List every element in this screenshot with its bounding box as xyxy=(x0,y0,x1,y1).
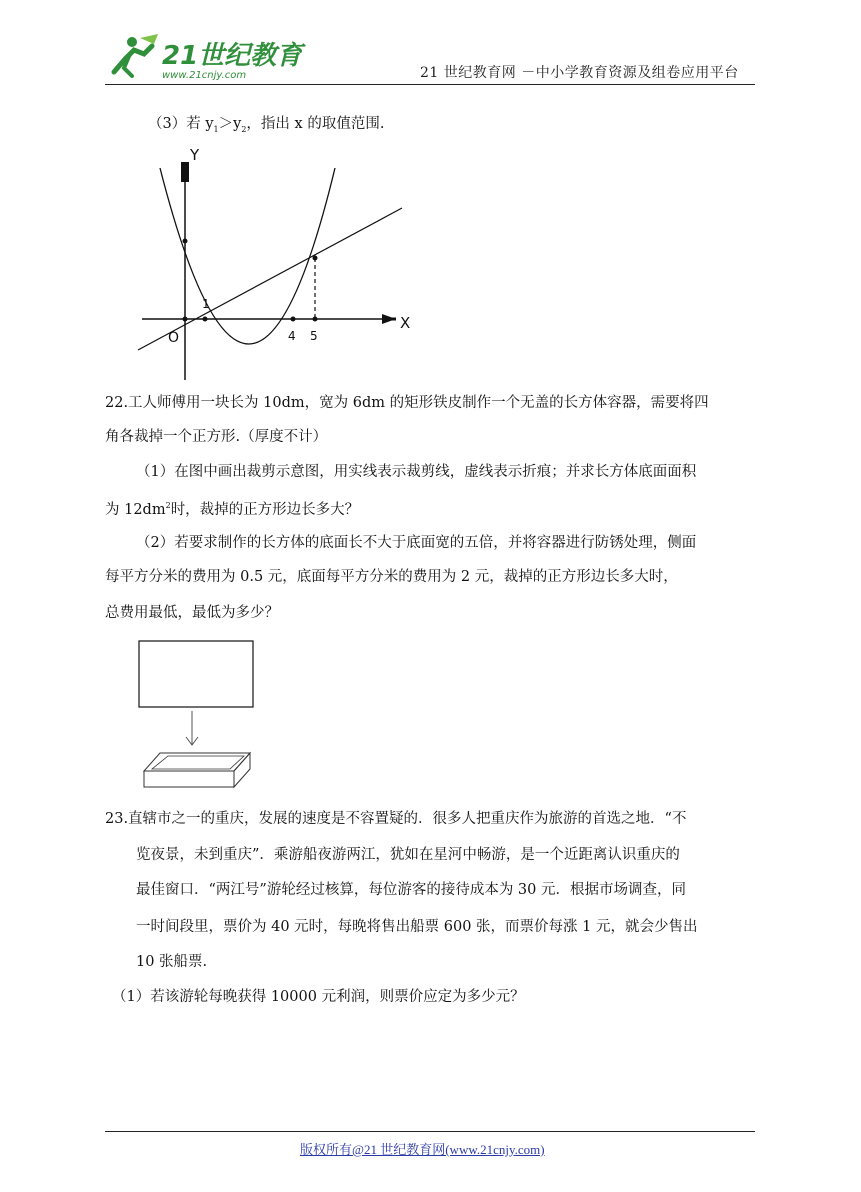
q22-line2: 角各裁掉一个正方形.（厚度不计） xyxy=(105,429,328,445)
metal-sheet-rectangle xyxy=(139,641,253,707)
y-axis-label: Y xyxy=(190,146,200,164)
q21-part3: （3）若 $y_1>y_2$，指出 x 的取值范围. xyxy=(148,116,385,134)
q22-line7: 总费用最低，最低为多少？ xyxy=(105,605,279,621)
intersection-point xyxy=(313,256,318,261)
point-5 xyxy=(313,317,318,322)
footer-divider xyxy=(105,1131,755,1132)
q23-line4: 一时间段里，票价为 40 元时，每晚将售出船票 600 张，而票价每涨 1 元，就会少售出 xyxy=(136,919,698,935)
site-logo xyxy=(100,28,303,84)
function-graph xyxy=(130,140,430,385)
q23-line6: （1）若该游轮每晚获得 10000 元利润，则票价应定为多少元？ xyxy=(112,989,525,1005)
q23-line3: 最佳窗口．“两江号”游轮经过核算，每位游客的接待成本为 30 元．根据市场调查，同 xyxy=(136,882,686,898)
logo-url: www.21cnjy.com xyxy=(162,70,247,81)
point-1 xyxy=(203,317,208,322)
origin-label: O xyxy=(168,330,180,346)
y-axis-arrow xyxy=(181,162,189,182)
tick-label-5: 5 xyxy=(310,329,318,343)
sheet-to-box-diagram xyxy=(132,635,262,795)
q22-line4: 为 $12dm^2$时，裁掉的正方形边长多大？ xyxy=(105,501,360,518)
y-intercept-point xyxy=(183,239,188,244)
logo-text: 21世纪教育 xyxy=(162,41,303,71)
origin-point xyxy=(183,317,188,322)
tick-label-4: 4 xyxy=(288,329,296,343)
tick-label-1: 1 xyxy=(202,297,210,311)
box-front xyxy=(144,771,234,787)
header-divider xyxy=(105,84,755,85)
x-axis-label: X xyxy=(400,314,411,332)
q23-line5: 10 张船票. xyxy=(136,954,208,970)
runner-icon xyxy=(114,34,158,76)
footer-copyright-link[interactable]: 版权所有@21 世纪教育网(www.21cnjy.com) xyxy=(300,1142,545,1157)
header-site-text: 21 世纪教育网 －中小学教育资源及组卷应用平台 xyxy=(420,65,739,81)
q23-line1: 23.直辖市之一的重庆，发展的速度是不容置疑的．很多人把重庆作为旅游的首选之地．“不 xyxy=(105,811,687,827)
q22-line5: （2）若要求制作的长方体的底面长不大于底面宽的五倍，并将容器进行防锈处理，侧面 xyxy=(136,535,697,551)
q22-line1: 22.工人师傅用一块长为 10dm，宽为 6dm 的矩形铁皮制作一个无盖的长方体容器，需要将四 xyxy=(105,395,709,411)
q23-line2: 览夜景，未到重庆”．乘游船夜游两江，犹如在星河中畅游，是一个近距离认识重庆的 xyxy=(136,847,680,863)
point-4 xyxy=(291,317,296,322)
q22-line6: 每平方分米的费用为 0.5 元，底面每平方分米的费用为 2 元，裁掉的正方形边长多大时， xyxy=(105,569,678,585)
q22-line3: （1）在图中画出裁剪示意图，用实线表示裁剪线，虚线表示折痕；并求长方体底面面积 xyxy=(136,464,697,480)
